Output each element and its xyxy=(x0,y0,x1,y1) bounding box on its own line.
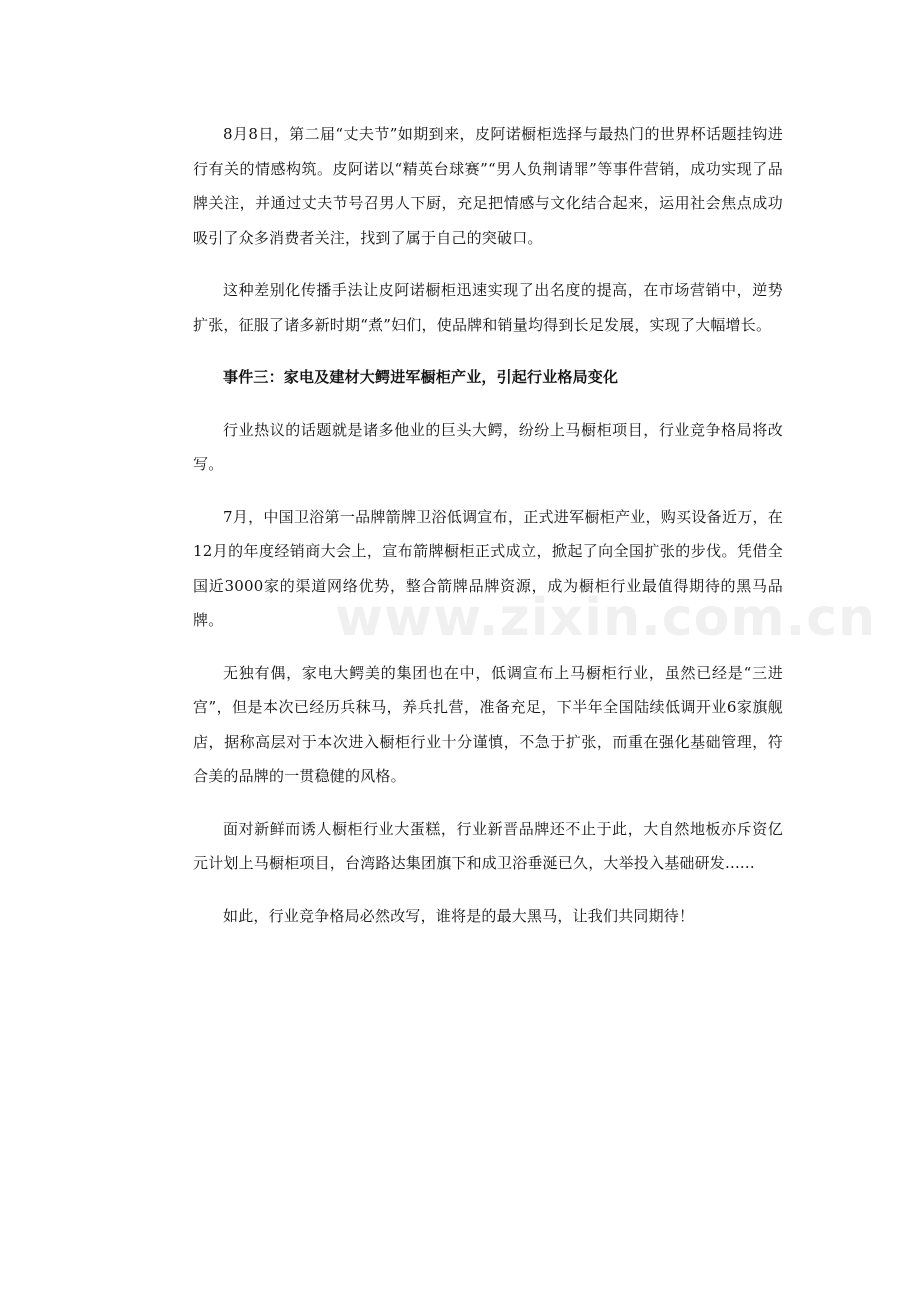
document-body xyxy=(193,117,783,951)
paragraph-midea-group: 无独有偶，家电大鳄美的集团也在中，低调宣布上马橱柜行业，虽然已经是“三进宫”，但是本次已经历兵秣马，养兵扎营，准备充足，下半年全国陆续低调开业6家旗舰店，据称高层对于本次进入橱柜行业十分谨慎，不急于扩张，而重在强化基础管理，符合美的品牌的一贯稳健的风格。 xyxy=(193,663,783,785)
paragraph-new-brands: 面对新鲜而诱人橱柜行业大蛋糕，行业新晋品牌还不止于此，大自然地板亦斥资亿元计划上马橱柜项目，台湾路达集团旗下和成卫浴垂涎已久，大举投入基础研发...... xyxy=(193,819,783,872)
paragraph-industry-giants: 行业热议的话题就是诸多他业的巨头大鳄，纷纷上马橱柜项目，行业竞争格局将改写。 xyxy=(193,420,783,473)
paragraph-husband-festival: 8月8日，第二届“丈夫节”如期到来，皮阿诺橱柜选择与最热门的世界杯话题挂钩进行有关的情感构筑。皮阿诺以“精英台球赛”“男人负荆请罪”等事件营销，成功实现了品牌关注，并通过丈夫节号召男人下厨，充足把情感与文化结合起来，运用社会焦点成功吸引了众多消费者关注，找到了属于自己的突破口。 xyxy=(193,125,783,247)
watermark-text: www.zixin.com.cn xyxy=(335,588,877,648)
paragraph-conclusion: 如此，行业竞争格局必然改写，谁将是的最大黑马，让我们共同期待！ xyxy=(223,906,695,925)
section-heading-event-three: 事件三：家电及建材大鳄进军橱柜产业，引起行业格局变化 xyxy=(223,368,619,386)
paragraph-arrow-brand: 7月，中国卫浴第一品牌箭牌卫浴低调宣布，正式进军橱柜产业，购买设备近万，在12月的年度经销商大会上，宣布箭牌橱柜正式成立，掀起了向全国扩张的步伐。凭借全国近3000家的渠道网络优势，整合箭牌品牌资源，成为橱柜行业最值得期待的黑马品牌。 xyxy=(193,507,783,629)
paragraph-differentiation: 这种差别化传播手法让皮阿诺橱柜迅速实现了出名度的提高，在市场营销中，逆势扩张，征服了诸多新时期“煮”妇们，使品牌和销量均得到长足发展，实现了大幅增长。 xyxy=(193,281,783,334)
